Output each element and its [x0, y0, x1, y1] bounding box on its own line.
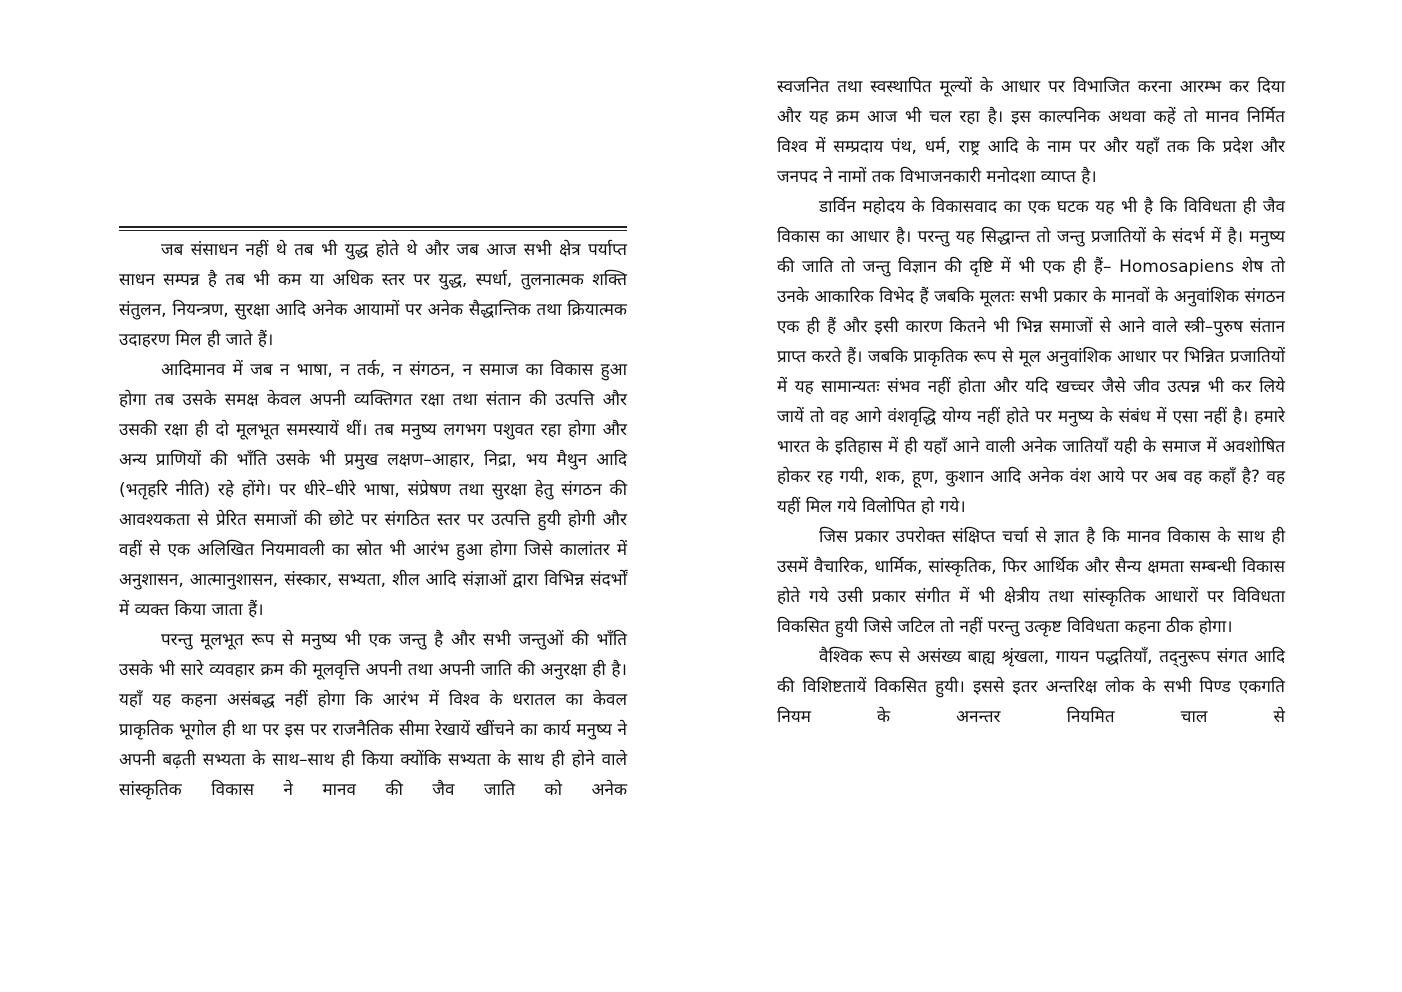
chapter-top-rule [119, 226, 627, 231]
right-page [777, 72, 1285, 732]
left-page [119, 226, 627, 805]
rule-line-1 [119, 226, 627, 228]
right-paragraph-1: स्वजनित तथा स्वस्थापित मूल्यों के आधार पर विभाजित करना आरम्भ कर दिया और यह क्रम आज भी चल रहा है। इस काल्पनिक अथवा कहें तो मानव निर्मित विश्व में सम्प्रदाय पंथ, धर्म, राष्ट्र आदि के नाम पर और यहाँ तक कि प्रदेश और जनपद ने नामों तक विभाजनकारी मनोदशा व्याप्त है। [777, 77, 1285, 187]
right-paragraph-4: वैश्विक रूप से असंख्य बाह्य श्रृंखला, गायन पद्धतियाँ, तद्नुरूप संगत आदि की विशिष्टतायें विकसित हुयी। इससे इतर अन्तरिक्ष लोक के सभी पिण्ड एकगति नियम के अनन्तर नियमित चाल से [777, 647, 1285, 727]
right-paragraph-2: डार्विन महोदय के विकासवाद का एक घटक यह भी है कि विविधता ही जैव विकास का आधार है। परन्तु यह सिद्धान्त तो जन्तु प्रजातियों के संदर्भ में है। मनुष्य की जाति तो जन्तु विज्ञान की दृष्टि में भी एक ही हैं– Homosapiens शेष तो उनके आकारिक विभेद हैं जबकि मूलतः सभी प्रकार के मानवों के अनुवांशिक संगठन एक ही हैं और इसी कारण कितने भी भिन्न समाजों से आने वाले स्त्री–पुरुष संतान प्राप्त करते हैं। जबकि प्राकृतिक रूप से मूल अनुवांशिक आधार पर भिन्नित प्रजातियों में यह सामान्यतः संभव नहीं होता और यदि खच्चर जैसे जीव उत्पन्न भी कर लिये जायें तो वह आगे वंशवृद्धि योग्य नहीं होते पर मनुष्य के संबंध में एसा नहीं है। हमारे भारत के इतिहास में ही यहाँ आने वाली अनेक जातियाँ यही के समाज में अवशोषित होकर रह गयी, शक, हूण, कुशान आदि अनेक वंश आये पर अब वह कहाँ है? वह यहीं मिल गये विलोपित हो गये। [777, 197, 1285, 517]
left-paragraph-3: परन्तु मूलभूत रूप से मनुष्य भी एक जन्तु है और सभी जन्तुओं की भाँति उसके भी सारे व्यवहार क्रम की मूलवृत्ति अपनी तथा अपनी जाति की अनुरक्षा ही है। यहाँ यह कहना असंबद्ध नहीं होगा कि आरंभ में विश्व के धरातल का केवल प्राकृतिक भूगोल ही था पर इस पर राजनैतिक सीमा रेखायें खींचने का कार्य मनुष्य ने अपनी बढ़ती सभ्यता के साथ–साथ ही किया क्योंकि सभ्यता के साथ ही होने वाले सांस्कृतिक विकास ने मानव की जैव जाति को अनेक [119, 630, 627, 800]
rule-line-2 [119, 230, 627, 232]
left-paragraph-2: आदिमानव में जब न भाषा, न तर्क, न संगठन, न समाज का विकास हुआ होगा तब उसके समक्ष केवल अपनी व्यक्तिगत रक्षा तथा संतान की उत्पत्ति और उसकी रक्षा ही दो मूलभूत समस्यायें थीं। तब मनुष्य लगभग पशुवत रहा होगा और अन्य प्राणियों की भाँति उसके भी प्रमुख लक्षण–आहार, निद्रा, भय मैथुन आदि (भतृहरि नीति) रहे होंगे। पर धीरे–धीरे भाषा, संप्रेषण तथा सुरक्षा हेतु संगठन की आवश्यकता से प्रेरित समाजों की छोटे पर संगठित स्तर पर उत्पत्ति हुयी होगी और वहीं से एक अलिखित नियमावली का स्रोत भी आरंभ हुआ होगा जिसे कालांतर में अनुशासन, आत्मानुशासन, संस्कार, सभ्यता, शील आदि संज्ञाओं द्वारा विभिन्न संदर्भों में व्यक्त किया जाता हैं। [119, 360, 627, 620]
right-paragraph-3: जिस प्रकार उपरोक्त संक्षिप्त चर्चा से ज्ञात है कि मानव विकास के साथ ही उसमें वैचारिक, धार्मिक, सांस्कृतिक, फिर आर्थिक और सैन्य क्षमता सम्बन्धी विकास होते गये उसी प्रकार संगीत में भी क्षेत्रीय तथा सांस्कृतिक आधारों पर विविधता विकसित हुयी जिसे जटिल तो नहीं परन्तु उत्कृष्ट विविधता कहना ठीक होगा। [777, 527, 1285, 637]
left-paragraph-1: जब संसाधन नहीं थे तब भी युद्ध होते थे और जब आज सभी क्षेत्र पर्याप्त साधन सम्पन्न है तब भी कम या अधिक स्तर पर युद्ध, स्पर्धा, तुलनात्मक शक्ति संतुलन, नियन्त्रण, सुरक्षा आदि अनेक आयामों पर अनेक सैद्धान्तिक तथा क्रियात्मक उदाहरण मिल ही जाते हैं। [119, 240, 627, 350]
